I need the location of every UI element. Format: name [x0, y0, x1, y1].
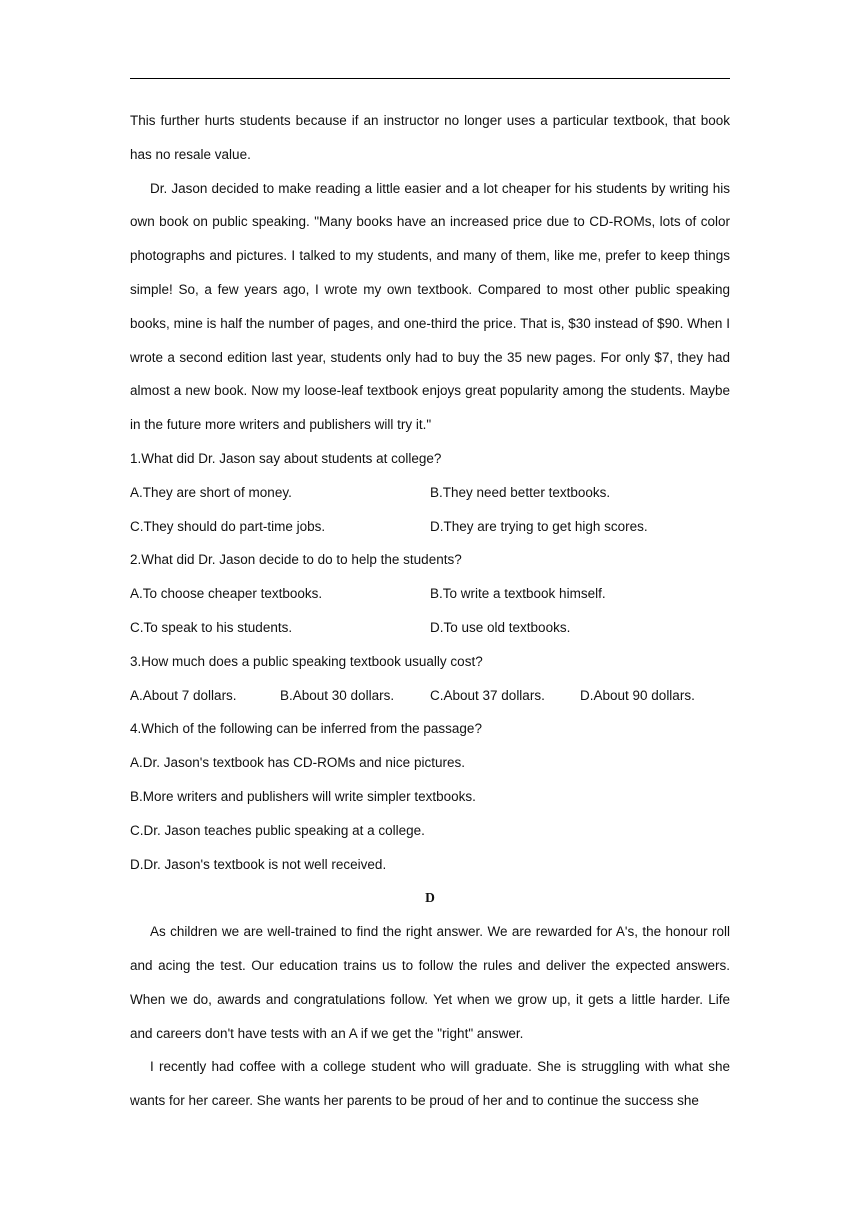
passage-c-paragraph-2: Dr. Jason decided to make reading a little easier and a lot cheaper for his students by writing his own book on public speaking. "Many books have an increased price due to CD-ROMs, lots of color photographs and pictures. I talked to my students, and many of them, like me, prefer to keep things simple! So, a few years ago, I wrote my own textbook. Compared to most other public speaking books, mine is half the number of pages, and one-third the price. That is, $30 instead of $90. When I wrote a second edition last year, students only had to buy the 35 new pages. For only $7, they had almost a new book. Now my loose-leaf textbook enjoys great popularity among the students. Maybe in the future more writers and publishers will try it." — [130, 180, 730, 433]
option-4c: C.Dr. Jason teaches public speaking at a college. — [130, 822, 425, 838]
passage-d-paragraph-1: As children we are well-trained to find the right answer. We are rewarded for A's, the honour roll and acing the test. Our education trains us to follow the rules and deliver the expected answers. When we do, awards and congratulations follow. Yet when we grow up, it gets a little harder. Life and careers don't have tests with an A if we get the "right" answer. — [130, 924, 730, 1041]
option-4b: B.More writers and publishers will write simpler textbooks. — [130, 788, 476, 804]
option-3b: B.About 30 dollars. — [280, 687, 395, 703]
question-2-options-row-1 — [130, 577, 730, 611]
option-3d: D.About 90 dollars. — [580, 687, 695, 703]
option-2b: B.To write a textbook himself. — [430, 586, 606, 602]
passage-c-paragraph-1: This further hurts students because if an instructor no longer uses a particular textbook, that book has no resale value. — [130, 113, 730, 162]
option-1c: C.They should do part-time jobs. — [130, 518, 326, 534]
section-heading-d: D — [425, 890, 435, 906]
option-3c: C.About 37 dollars. — [430, 687, 545, 703]
option-2a: A.To choose cheaper textbooks. — [130, 586, 323, 602]
option-1a: A.They are short of money. — [130, 484, 292, 500]
question-3-options — [130, 679, 730, 713]
passage-d-paragraph-2: I recently had coffee with a college student who will graduate. She is struggling with what she wants for her career. She wants her parents to be proud of her and to continue the success she — [130, 1059, 730, 1109]
question-1-options-row-2 — [130, 510, 730, 544]
question-2-stem: 2.What did Dr. Jason decide to do to help the students? — [130, 552, 462, 568]
question-1-options-row-1 — [130, 476, 730, 510]
option-2c: C.To speak to his students. — [130, 619, 293, 635]
question-2-options-row-2 — [130, 611, 730, 645]
option-4a: A.Dr. Jason's textbook has CD-ROMs and nice pictures. — [130, 755, 465, 771]
option-1b: B.They need better textbooks. — [430, 484, 611, 500]
option-1d: D.They are trying to get high scores. — [430, 518, 648, 534]
header-rule — [130, 78, 730, 79]
option-4d: D.Dr. Jason's textbook is not well received. — [130, 856, 387, 872]
question-4-stem: 4.Which of the following can be inferred from the passage? — [130, 721, 482, 737]
option-3a: A.About 7 dollars. — [130, 687, 237, 703]
page-content — [130, 104, 730, 1118]
question-1-stem: 1.What did Dr. Jason say about students at college? — [130, 450, 442, 466]
option-2d: D.To use old textbooks. — [430, 619, 571, 635]
question-3-stem: 3.How much does a public speaking textbook usually cost? — [130, 653, 483, 669]
